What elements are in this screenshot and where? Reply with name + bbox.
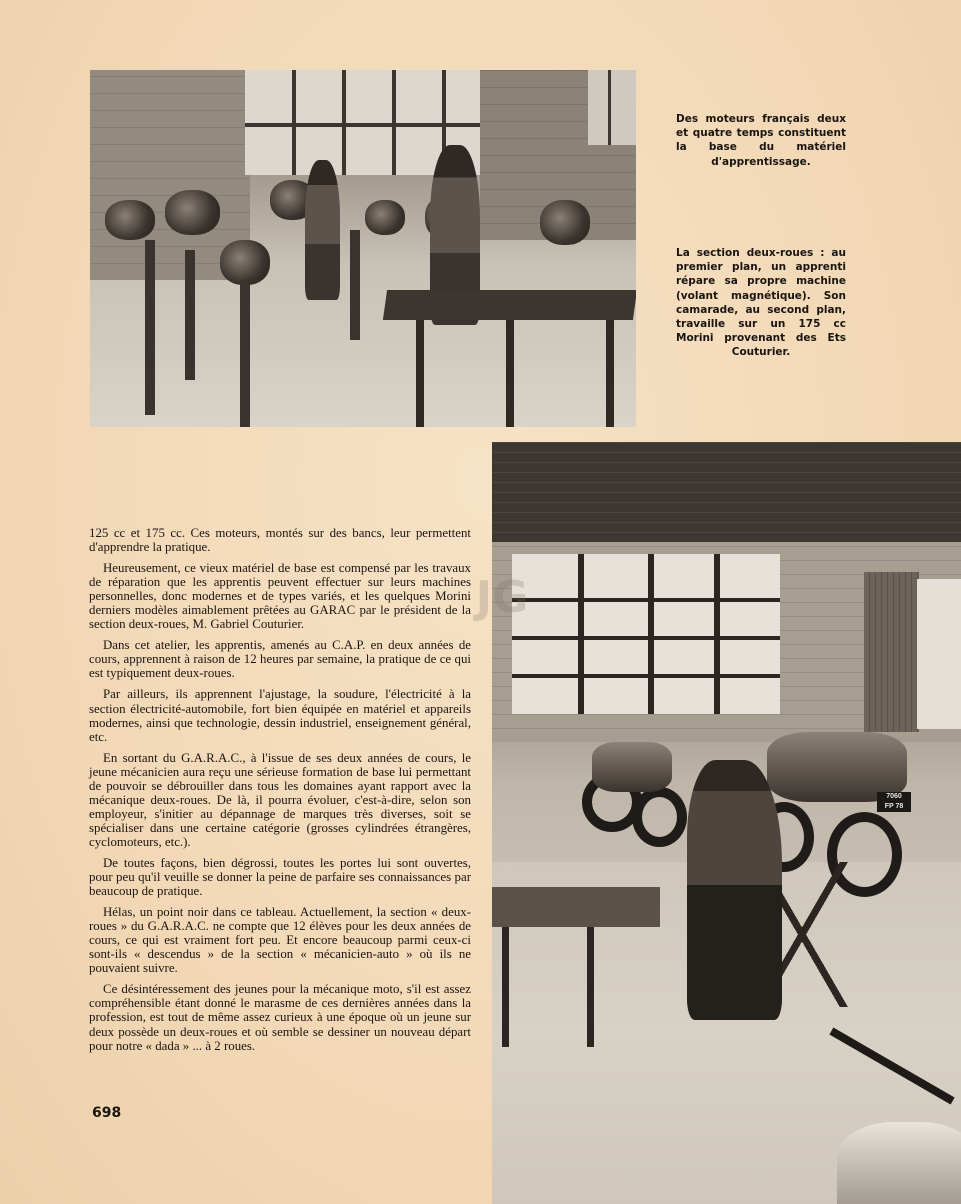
article-paragraph: En sortant du G.A.R.A.C., à l'issue de ses deux années de cours, le jeune mécanicien aura reçu une sérieuse formation de base lui permettant de pouvoir se débrouiller dans tous les domaines ayant rapport avec la mécanique deux-roues. De là, il pourra évoluer, c'est-à-dire, selon son employeur, s'initier au dépannage de marques très diverses, soit se spécialiser dans une certaine catégorie (grosses cylindrées étrangères, cyclomoteurs, etc.).	[89, 750, 471, 849]
photo-engine	[540, 200, 590, 245]
article-paragraph: De toutes façons, bien dégrossi, toutes les portes lui sont ouvertes, pour peu qu'il veuille se donner la peine de parfaire ses connaissances par beaucoup de pratique.	[89, 855, 471, 899]
photo-engine-workshop	[90, 70, 636, 427]
photo-two-wheel-section	[492, 442, 961, 1204]
photo-caption-engines: Des moteurs français deux et quatre temps constituent la base du matériel d'apprentissage.	[676, 113, 846, 168]
photo-license-plate	[877, 792, 911, 812]
license-plate-line-1: 7060	[886, 793, 902, 800]
photo-ceiling	[492, 442, 961, 552]
photo-bench-leg	[240, 280, 250, 427]
photo-table-legs	[410, 320, 630, 427]
photo-window-right	[588, 70, 636, 145]
license-plate-line-2: FP 78	[884, 803, 904, 810]
photo-window	[512, 554, 780, 714]
photo-bench-leg	[350, 230, 360, 340]
photo-engine	[105, 200, 155, 240]
article-paragraph: Ce désintéressement des jeunes pour la mécanique moto, s'il est assez compréhensible étant donné le marasme de ces dernières années dans la profession, est tout de même assez curieux à une époque où un jeune sur deux possède un deux-roues et où semble se dessiner un nouveau départ pour notre « dada » ... à 2 roues.	[89, 982, 471, 1053]
photo-motorcycle-wheel	[632, 787, 687, 847]
photo-doorway	[917, 579, 961, 729]
photo-engine	[220, 240, 270, 285]
photo-motorcycle	[592, 742, 672, 792]
photo-workbench-leg	[587, 927, 594, 1047]
article-paragraph: 125 cc et 175 cc. Ces moteurs, montés sur des bancs, leur permettent d'apprendre la pratique.	[89, 526, 471, 555]
photo-bench-leg	[145, 240, 155, 415]
article-paragraph: Hélas, un point noir dans ce tableau. Actuellement, la section « deux-roues » du G.A.R.A.C. ne compte que 12 élèves pour les deux années de cours, ce qui est vraiment fort peu. Et encore beaucoup parmi ceux-ci sont-ils « descendus » de la section « mécanicien-auto » où ils ne pouvaient suivre.	[89, 905, 471, 976]
watermark-logo: JG	[475, 572, 529, 623]
article-paragraph: Heureusement, ce vieux matériel de base est compensé par les travaux de réparation que les apprentis peuvent effectuer sur leurs machines personnelles, donc modernes et de types variés, et les quelques Morini derniers modèles aimablement prêtées au GARAC par le président de la section deux-roues, M. Gabriel Couturier.	[89, 561, 471, 632]
article-body	[89, 526, 471, 1053]
photo-engine	[365, 200, 405, 235]
photo-apprentice-repairing	[687, 760, 782, 1020]
article-paragraph: Par ailleurs, ils apprennent l'ajustage, la soudure, l'électricité à la section électricité-automobile, fort bien équipée en matériel et appareils modernes, ainsi que technologie, dessin industriel, enseignement général, etc.	[89, 687, 471, 744]
photo-foreground-vehicle	[837, 1122, 961, 1204]
page-number: 698	[92, 1105, 122, 1121]
photo-apprentice	[305, 160, 340, 300]
photo-engine	[165, 190, 220, 235]
photo-workbench-leg	[502, 927, 509, 1047]
photo-bench-leg	[185, 250, 195, 380]
photo-sliding-door	[864, 572, 919, 732]
photo-caption-two-wheel-section: La section deux-roues : au premier plan, un apprenti répare sa propre machine (volant magnétique). Son camarade, au second plan, travaille sur un 175 cc Morini provenant des Ets Couturier.	[676, 247, 846, 359]
photo-work-table	[383, 290, 636, 320]
photo-workbench	[492, 887, 660, 927]
article-paragraph: Dans cet atelier, les apprentis, amenés au C.A.P. en deux années de cours, apprennent à raison de 12 heures par semaine, la pratique de ce qui est typiquement deux-roues.	[89, 638, 471, 681]
